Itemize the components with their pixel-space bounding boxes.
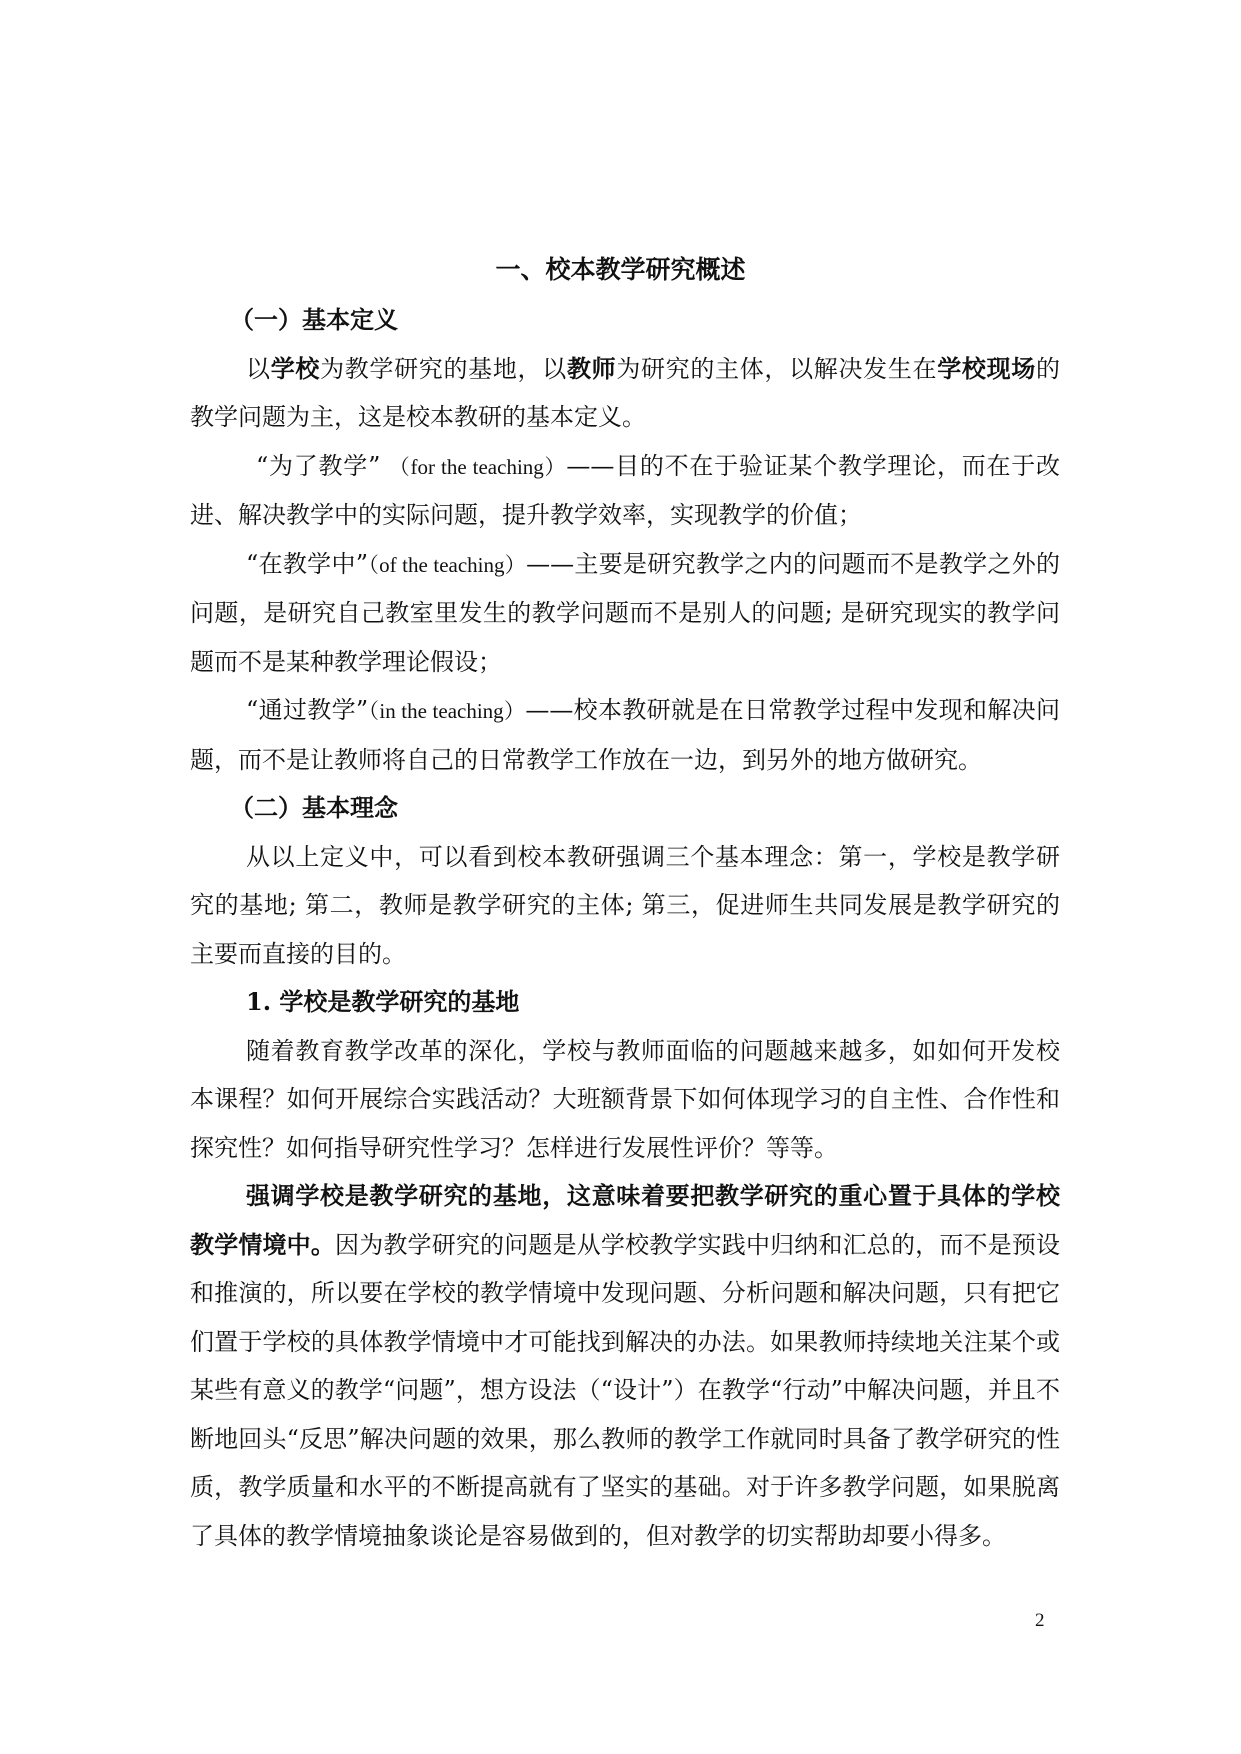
subheading-school-base: 1. 学校是教学研究的基地 (246, 987, 520, 1016)
text-run: 因为教学研究的问题是从学校教学实践中归纳和汇总的，而不是预设和推演的，所以要在学校的教学情境中发现问题、分析问题和解决问题，只有把它们置于学校的具体教学情境中才可能找到解决的办法。如果教师持续地关注某个或某些有意义的教学“问题”，想方设法（“设计”）在教学“行动”中解决问题，并且不断地回头“反思”解决问题的效果，那么教师的教学工作就同时具备了教学研究的性质，教学质量和水平的不断提高就有了坚实的基础。对于许多教学问题，如果脱离了具体的教学情境抽象谈论是容易做到的，但对教学的切实帮助却要小得多。 (190, 1230, 1061, 1550)
paragraph-definition (190, 345, 1060, 442)
paragraph-emphasis (190, 1172, 1060, 1560)
english-term: （of the teaching） (368, 552, 527, 577)
text-run: 为教学研究的基地，以 (320, 354, 567, 383)
heading-basic-concepts: （二）基本理念 (230, 793, 398, 822)
section-title: 一、校本教学研究概述 (495, 255, 746, 284)
text-run: 的教学问题为主，这是校本教研的基本定义。 (190, 354, 1060, 431)
paragraph-in-teaching (190, 686, 1060, 784)
heading-basic-definition: （一）基本定义 (230, 305, 398, 334)
quote-explanation: ——目的不在于验证某个教学理论，而在于改进、解决教学中的实际问题，提升教学效率，实现教学的价值； (190, 451, 1060, 529)
quote-explanation: ——主要是研究教学之内的问题而不是教学之外的问题，是研究自己教室里发生的教学问题而不是别人的问题; 是研究现实的教学问题而不是某种教学理论假设； (190, 549, 1061, 676)
bold-term-teacher: 教师 (566, 353, 617, 383)
paragraph-reform-problems: 随着教育教学改革的深化，学校与教师面临的问题越来越多，如如何开发校本课程？如何开展综合实践活动？大班额背景下如何体现学习的自主性、合作性和探究性？如何指导研究性学习？怎样进行发展性评价？等等。 (190, 1036, 1060, 1162)
bold-term-school: 学校 (270, 353, 321, 383)
bold-term-school-site: 学校现场 (937, 353, 1036, 383)
page-number: 2 (1035, 1610, 1045, 1631)
text-run: 为研究的主体，以解决发生在 (616, 354, 938, 383)
quote-explanation: ——校本教研就是在日常教学过程中发现和解决问题，而不是让教师将自己的日常教学工作放在一边，到另外的地方做研究。 (190, 696, 1061, 774)
quote-label: “为了教学” (256, 451, 389, 480)
english-term: （in the teaching） (368, 699, 526, 723)
paragraph-three-concepts: 从以上定义中，可以看到校本教研强调三个基本理念：第一，学校是教学研究的基地; 第二，教师是教学研究的主体; 第三，促进师生共同发展是教学研究的主要而直接的目的。 (190, 842, 1060, 968)
bold-emphasis: 强调学校是教学研究的基地，这意味着要把教学研究的重心置于具体的学校教学情境中。 (190, 1181, 1060, 1259)
document-body (190, 296, 1060, 1560)
paragraph-for-teaching (190, 442, 1060, 540)
quote-label: “通过教学” (246, 696, 369, 724)
paragraph-of-teaching (190, 540, 1060, 687)
quote-label: “在教学中” (246, 549, 369, 578)
english-term: （for the teaching） (388, 454, 567, 479)
text-run: 以 (246, 354, 271, 383)
